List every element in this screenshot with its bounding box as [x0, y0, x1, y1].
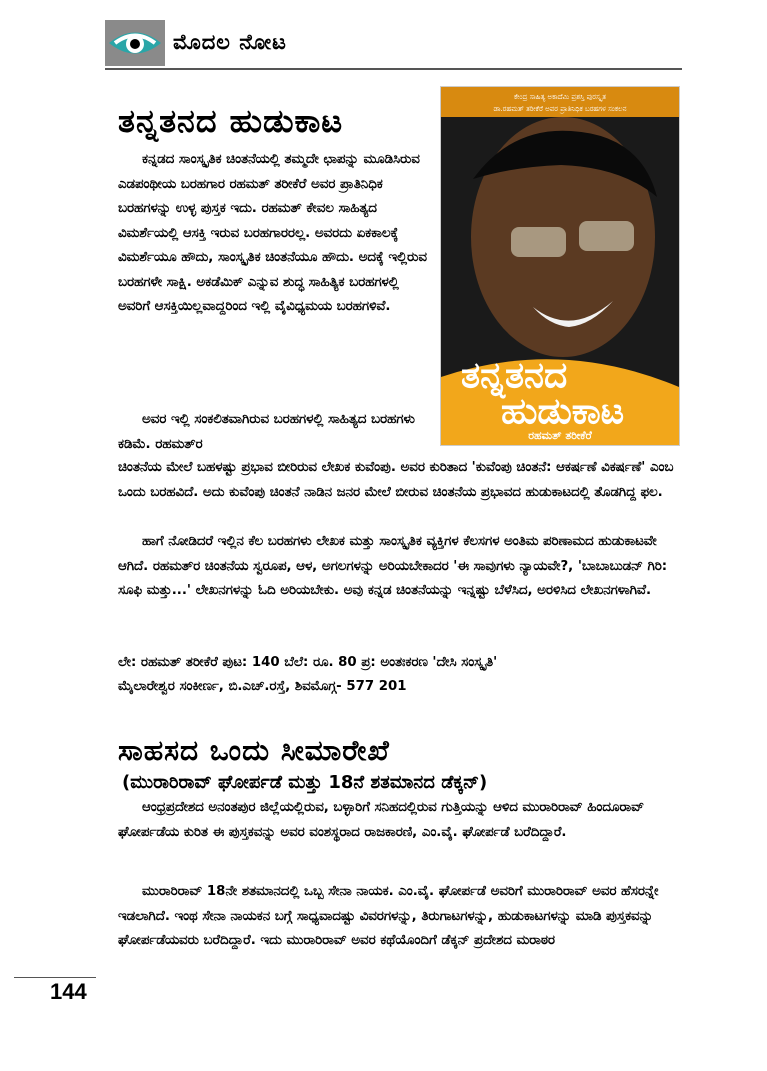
book-cover-image: [440, 86, 680, 446]
article-title: ತನ್ನತನದ ಹುಡುಕಾಟ: [118, 102, 344, 140]
eye-logo-icon: [105, 20, 165, 66]
cover-title-line2: ಹುಡುಕಾಟ: [501, 391, 625, 432]
footer-divider: [14, 977, 96, 978]
book-details-line1: ಲೇ: ರಹಮತ್ ತರೀಕೆರೆ ಪುಟ: 140 ಬೆಲೆ: ರೂ. 80 ಪ್ರ: ಅಂತಃಕರಣ 'ದೇಸಿ ಸಂಸ್ಕೃತಿ': [118, 655, 498, 670]
book-details-line2: ಮೈಲಾರೇಶ್ವರ ಸಂಕೀರ್ಣ, ಬಿ.ಎಚ್.ರಸ್ತೆ, ಶಿವಮೊಗ್ಗ- 577 201: [118, 679, 407, 694]
article2-paragraph1: ಆಂಧ್ರಪ್ರದೇಶದ ಅನಂತಪುರ ಜಿಲ್ಲೆಯಲ್ಲಿರುವ, ಬಳ್ಳಾರಿಗೆ ಸನಿಹದಲ್ಲಿರುವ ಗುತ್ತಿಯನ್ನು ಆಳಿದ ಮುರಾರಿರಾವ್ ಹಿಂದೂರಾವ್ ಘೋರ್ಪಡೆಯ ಕುರಿತ ಈ ಪುಸ್ತಕವನ್ನು ಅವರ ವಂಶಸ್ಥರಾದ ರಾಜಕಾರಣಿ, ಎಂ.ವೈ. ಘೋರ್ಪಡೆ ಬರೆದಿದ್ದಾರೆ.: [118, 800, 644, 840]
article1-paragraph1: ಕನ್ನಡದ ಸಾಂಸ್ಕೃತಿಕ ಚಿಂತನೆಯಲ್ಲಿ ತಮ್ಮದೇ ಛಾಪನ್ನು ಮೂಡಿಸಿರುವ ಎಡಪಂಥೀಯ ಬರಹಗಾರ ರಹಮತ್ ತರೀಕೆರೆ ಅವರ ಪ್ರಾತಿನಿಧಿಕ ಬರಹಗಳನ್ನು ಉಳ್ಳ ಪುಸ್ತಕ ಇದು. ರಹಮತ್ ಕೇವಲ ಸಾಹಿತ್ಯದ ವಿಮರ್ಶೆಯಲ್ಲಿ ಆಸಕ್ತಿ ಇರುವ ಬರಹಗಾರರಲ್ಲ. ಅವರದು ಏಕಕಾಲಕ್ಕೆ ವಿಮರ್ಶೆಯೂ ಹೌದು, ಸಾಂಸ್ಕೃತಿಕ ಚಿಂತನೆಯೂ ಹೌದು. ಅದಕ್ಕೆ ಇಲ್ಲಿರುವ ಬರಹಗಳೇ ಸಾಕ್ಷಿ. ಅಕಡೆಮಿಕ್ ಎನ್ನುವ ಶುದ್ಧ ಸಾಹಿತ್ಯಿಕ ಬರಹಗಳಲ್ಲಿ ಅವರಿಗೆ ಆಸಕ್ತಿಯಿಲ್ಲವಾದ್ದರಿಂದ ಇಲ್ಲಿ ವೈವಿಧ್ಯಮಯ ಬರಹಗಳಿವೆ.: [118, 152, 427, 314]
cover-top-line1: ಕೇಂದ್ರ ಸಾಹಿತ್ಯ ಅಕಾದೆಮಿ ಪ್ರಶಸ್ತಿ ಪುರಸ್ಕೃತ: [513, 93, 607, 101]
article1-paragraph3: ಚಿಂತನೆಯ ಮೇಲೆ ಬಹಳಷ್ಟು ಪ್ರಭಾವ ಬೀರಿರುವ ಲೇಖಕ ಕುವೆಂಪು. ಅವರ ಕುರಿತಾದ 'ಕುವೆಂಪು ಚಿಂತನೆ: ಆಕರ್ಷಣೆ ವಿಕರ್ಷಣೆ' ಎಂಬ ಒಂದು ಬರಹವಿದೆ. ಅದು ಕುವೆಂಪು ಚಿಂತನೆ ನಾಡಿನ ಜನರ ಮೇಲೆ ಬೀರುವ ಚಿಂತನೆಯ ಪ್ರಭಾವದ ಹುಡುಕಾಟದಲ್ಲಿ ತೊಡಗಿದ್ದ ಫಲ.: [118, 460, 674, 500]
cover-title-line1: ತನ್ನತನದ: [461, 355, 568, 396]
cover-author: ರಹಮತ್ ತರೀಕೆರೆ: [528, 429, 592, 442]
page-number: 144: [50, 979, 87, 1004]
section-header: [105, 18, 682, 70]
article2-paragraph2: ಮುರಾರಿರಾವ್ 18ನೇ ಶತಮಾನದಲ್ಲಿ ಒಬ್ಬ ಸೇನಾ ನಾಯಕ. ಎಂ.ವೈ. ಘೋರ್ಪಡೆ ಅವರಿಗೆ ಮುರಾರಿರಾವ್ ಅವರ ಹೆಸರನ್ನೇ ಇಡಲಾಗಿದೆ. ಇಂಥ ಸೇನಾ ನಾಯಕನ ಬಗ್ಗೆ ಸಾಧ್ಯವಾದಷ್ಟು ವಿವರಗಳನ್ನು, ತಿರುಗಾಟಗಳನ್ನು, ಹುಡುಕಾಟಗಳನ್ನು ಮಾಡಿ ಪುಸ್ತಕವನ್ನು ಘೋರ್ಪಡೆಯವರು ಬರೆದಿದ್ದಾರೆ. ಇದು ಮುರಾರಿರಾವ್ ಅವರ ಕಥೆಯೊಂದಿಗೆ ಡೆಕ್ಕನ್ ಪ್ರದೇಶದ ಮರಾಠರ: [118, 884, 659, 948]
section-title: ಮೊದಲ ನೋಟ: [173, 30, 287, 54]
article2-subtitle: (ಮುರಾರಿರಾವ್ ಘೋರ್ಪಡೆ ಮತ್ತು 18ನೆ ಶತಮಾನದ ಡೆಕ್ಕನ್): [122, 772, 488, 793]
article1-paragraph4: ಹಾಗೆ ನೋಡಿದರೆ ಇಲ್ಲಿನ ಕೆಲ ಬರಹಗಳು ಲೇಖಕ ಮತ್ತು ಸಾಂಸ್ಕೃತಿಕ ವ್ಯಕ್ತಿಗಳ ಕೆಲಸಗಳ ಅಂತಿಮ ಪರಿಣಾಮದ ಹುಡುಕಾಟವೇ ಆಗಿದೆ. ರಹಮತ್‌ರ ಚಿಂತನೆಯ ಸ್ವರೂಪ, ಆಳ, ಅಗಲಗಳನ್ನು ಅರಿಯಬೇಕಾದರ 'ಈ ಸಾವುಗಳು ನ್ಯಾಯವೇ?, 'ಬಾಬಾಬುಡನ್ ಗಿರಿ: ಸೂಫಿ ಮತ್ತು...' ಲೇಖನಗಳನ್ನು ಓದಿ ಅರಿಯಬೇಕು. ಅವು ಕನ್ನಡ ಚಿಂತನೆಯನ್ನು ಇನ್ನಷ್ಟು ಬೆಳೆಸಿದ, ಅರಳಿಸಿದ ಲೇಖನಗಳಾಗಿವೆ.: [118, 534, 668, 598]
article2-title: ಸಾಹಸದ ಒಂದು ಸೀಮಾರೇಖೆ: [118, 734, 390, 767]
article1-paragraph2: ಅವರ ಇಲ್ಲಿ ಸಂಕಲಿತವಾಗಿರುವ ಬರಹಗಳಲ್ಲಿ ಸಾಹಿತ್ಯದ ಬರಹಗಳು ಕಡಿಮೆ. ರಹಮತ್‌ರ: [118, 412, 415, 452]
cover-top-line2: ಡಾ.ರಹಮತ್ ತರೀಕೆರೆ ಅವರ ಪ್ರಾತಿನಿಧಿಕ ಬರಹಗಳ ಸಂಕಲನ: [493, 105, 627, 113]
